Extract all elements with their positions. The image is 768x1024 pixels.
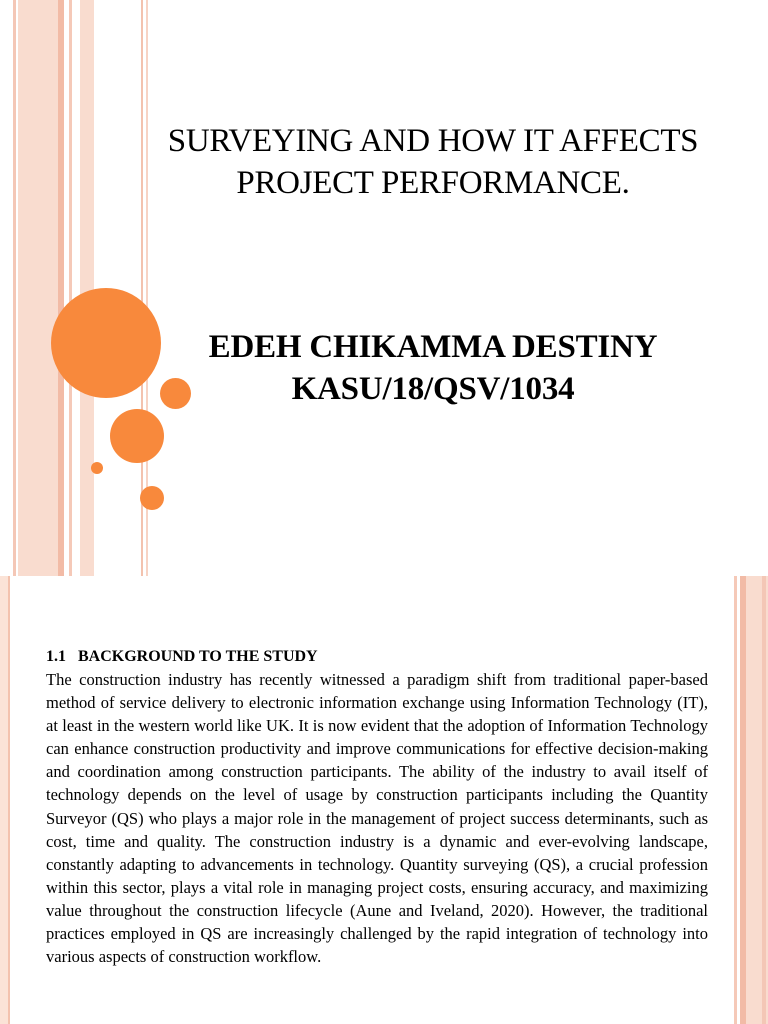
author-name: EDEH CHIKAMMA DESTINY <box>208 329 658 365</box>
background-section <box>46 646 708 968</box>
decorative-band <box>80 0 94 576</box>
decorative-band <box>8 576 10 1024</box>
title-line-2-text: PROJECT PERFORMANCE <box>236 165 622 201</box>
decorative-circle <box>140 486 164 510</box>
decorative-band <box>58 0 64 576</box>
decorative-band <box>762 576 766 1024</box>
title-line-1: SURVEYING AND HOW IT AFFECTS <box>167 123 699 159</box>
decorative-band <box>69 0 72 576</box>
section-heading <box>46 646 708 668</box>
decorative-band <box>13 0 16 576</box>
section-body: The construction industry has recently witnessed a paradigm shift from traditional paper-based method of service delivery to electronic information exchange using Information Technology (IT), at least in the western world like UK. It is now evident that the adoption of Information Technology can enhance construction productivity and improve communications for effective decision-making and coordination among construction participants. The ability of the industry to avail itself of technology depends on the level of usage by construction participants including the Quantity Surveyor (QS) who plays a major role in the management of project success determinants, such as cost, time and quality. The construction industry is a dynamic and ever-evolving landscape, constantly adapting to advancements in technology. Quantity surveying (QS), a crucial profession within this sector, plays a vital role in managing project costs, ensuring accuracy, and maximizing value throughout the construction lifecycle (Aune and Iveland, 2020). However, the traditional practices employed in QS are increasingly challenged by the rapid integration of technology into various aspects of construction workflow. <box>46 670 708 967</box>
title-line-2 <box>128 162 738 204</box>
section-number: 1.1 <box>46 648 66 665</box>
decorative-band <box>0 576 8 1024</box>
author-id: KASU/18/QSV/1034 <box>291 371 575 407</box>
slide-title <box>128 120 738 204</box>
content-slide <box>0 576 768 1024</box>
decorative-circle-small <box>91 462 103 474</box>
title-period: . <box>621 165 630 201</box>
decorative-circle <box>110 409 164 463</box>
section-title: BACKGROUND TO THE STUDY <box>78 648 318 665</box>
decorative-band <box>734 576 737 1024</box>
decorative-band <box>18 0 58 576</box>
author-block <box>128 326 738 410</box>
